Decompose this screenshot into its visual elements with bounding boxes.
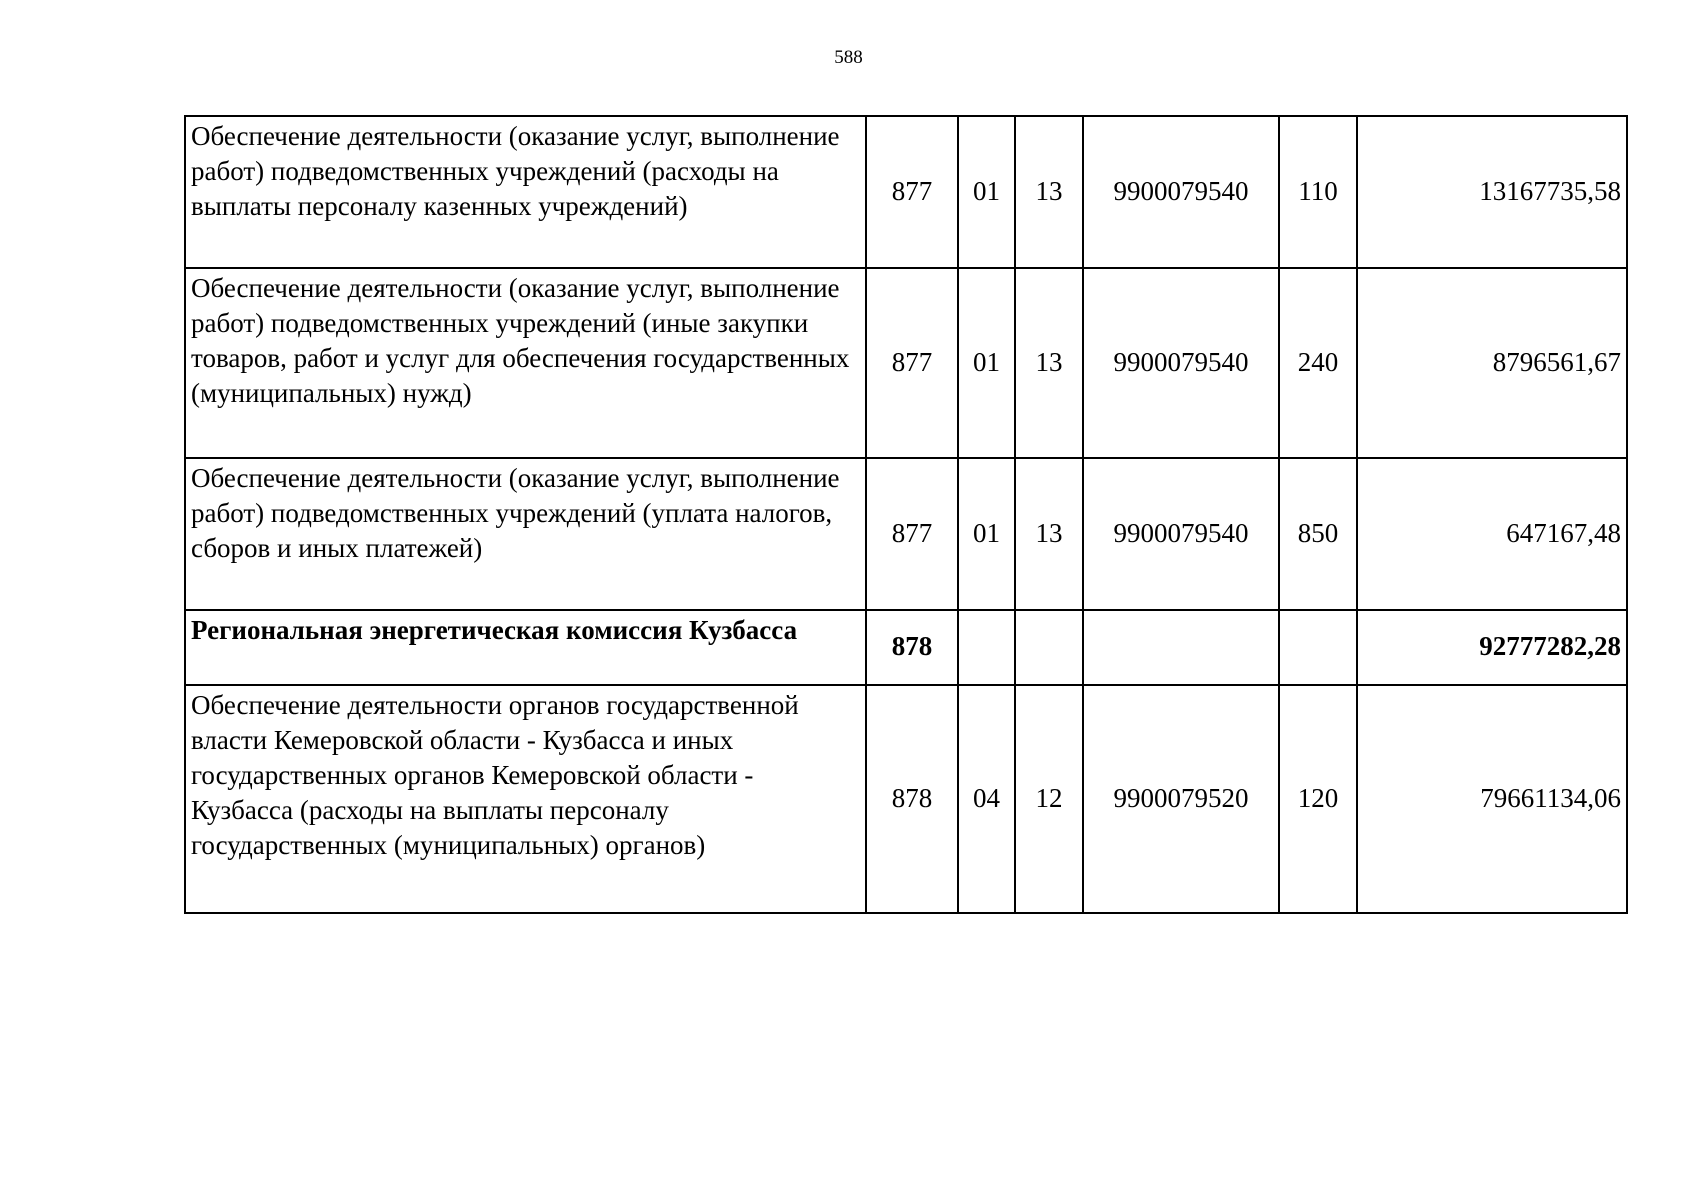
target-article-code: 9900079540 (1083, 458, 1279, 610)
table-row-total (185, 610, 1627, 685)
amount-cell: 79661134,06 (1357, 685, 1627, 913)
expense-type-code: 110 (1279, 116, 1357, 268)
target-article-code: 9900079540 (1083, 268, 1279, 458)
ministry-code: 878 (866, 610, 958, 685)
section-code (958, 610, 1015, 685)
ministry-code: 877 (866, 458, 958, 610)
amount-cell: 647167,48 (1357, 458, 1627, 610)
expense-type-code (1279, 610, 1357, 685)
table-row (185, 685, 1627, 913)
subsection-code: 13 (1015, 268, 1083, 458)
target-article-code (1083, 610, 1279, 685)
subsection-code (1015, 610, 1083, 685)
row-description: Обеспечение деятельности (оказание услуг, выполнение работ) подведомственных учреждений (уплата налогов, сборов и иных платежей) (185, 458, 866, 610)
section-code: 01 (958, 458, 1015, 610)
row-description: Обеспечение деятельности (оказание услуг, выполнение работ) подведомственных учреждений (расходы на выплаты персоналу казенных учреждений) (185, 116, 866, 268)
target-article-code: 9900079520 (1083, 685, 1279, 913)
ministry-code: 877 (866, 116, 958, 268)
expense-type-code: 240 (1279, 268, 1357, 458)
amount-cell: 92777282,28 (1357, 610, 1627, 685)
expense-type-code: 120 (1279, 685, 1357, 913)
table-row (185, 458, 1627, 610)
budget-table (184, 115, 1628, 914)
ministry-code: 878 (866, 685, 958, 913)
amount-cell: 13167735,58 (1357, 116, 1627, 268)
subsection-code: 13 (1015, 116, 1083, 268)
table-row (185, 268, 1627, 458)
amount-cell: 8796561,67 (1357, 268, 1627, 458)
page-number: 588 (834, 47, 863, 68)
section-code: 04 (958, 685, 1015, 913)
row-description: Региональная энергетическая комиссия Кузбасса (185, 610, 866, 685)
section-code: 01 (958, 268, 1015, 458)
subsection-code: 12 (1015, 685, 1083, 913)
table-row (185, 116, 1627, 268)
subsection-code: 13 (1015, 458, 1083, 610)
target-article-code: 9900079540 (1083, 116, 1279, 268)
row-description: Обеспечение деятельности органов государственной власти Кемеровской области - Кузбасса и иных государственных органов Кемеровской области - Кузбасса (расходы на выплаты персоналу государственных (муниципальных) органов) (185, 685, 866, 913)
expense-type-code: 850 (1279, 458, 1357, 610)
row-description: Обеспечение деятельности (оказание услуг, выполнение работ) подведомственных учреждений (иные закупки товаров, работ и услуг для обеспечения государственных (муниципальных) нужд) (185, 268, 866, 458)
section-code: 01 (958, 116, 1015, 268)
ministry-code: 877 (866, 268, 958, 458)
